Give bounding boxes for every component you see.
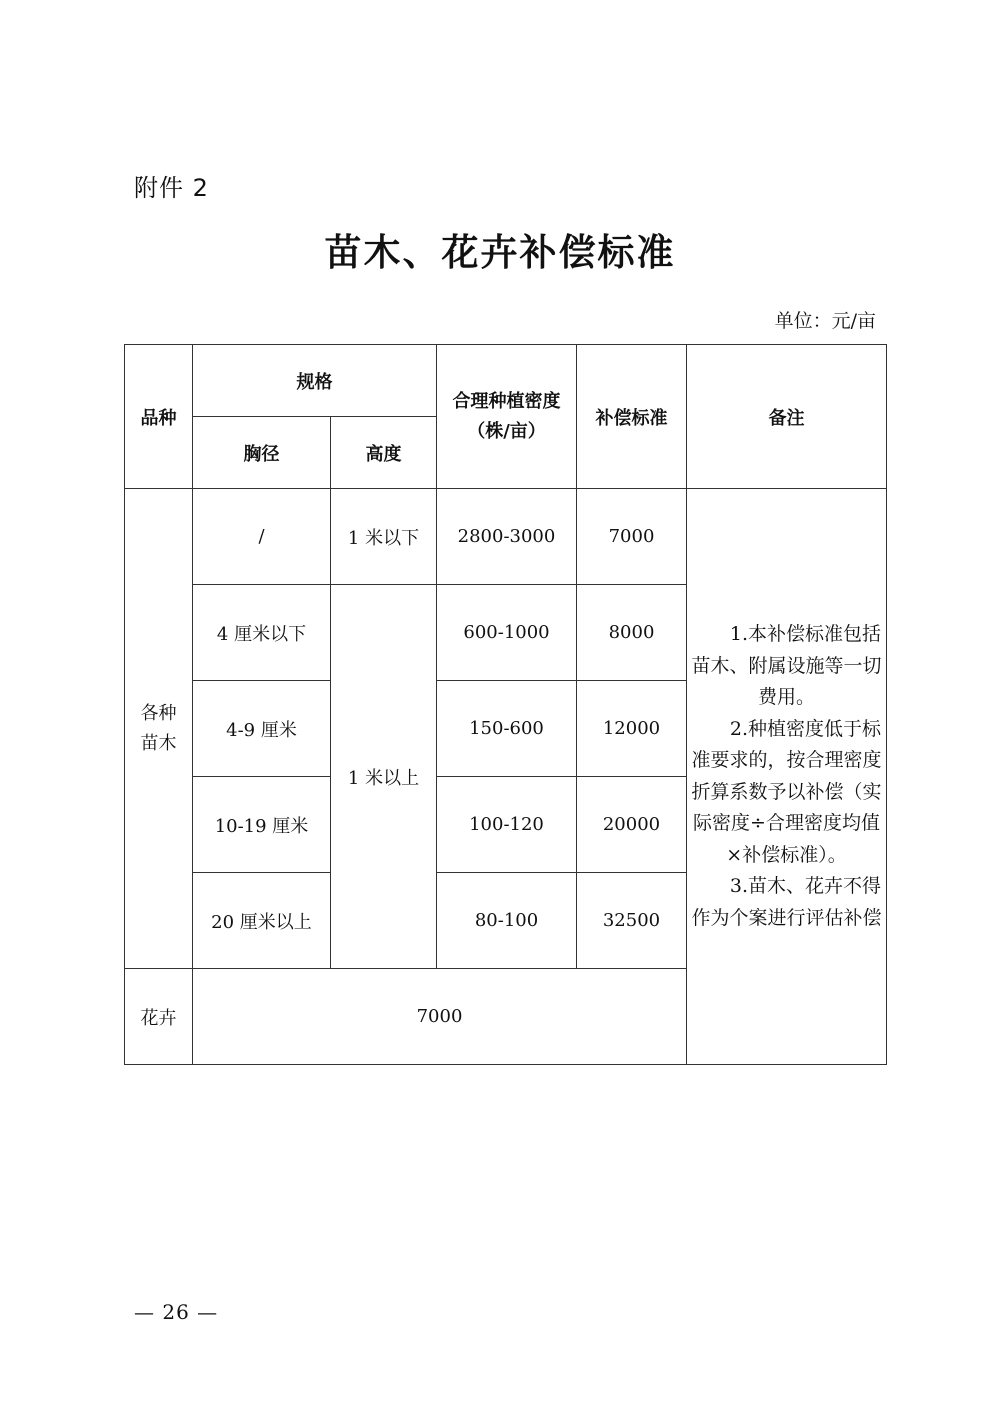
standard-cell: 20000 [577, 777, 687, 873]
header-row-1 [125, 345, 887, 417]
header-standard: 补偿标准 [577, 345, 687, 489]
page-number: — 26 — [134, 1300, 219, 1324]
density-cell: 150-600 [437, 681, 577, 777]
density-cell: 2800-3000 [437, 489, 577, 585]
note-2: 2.种植密度低于标准要求的，按合理密度折算系数予以补偿（实际密度÷合理密度均值×补偿标准）。 [691, 717, 882, 866]
standard-cell: 12000 [577, 681, 687, 777]
unit-note: 单位：元/亩 [774, 310, 876, 332]
variety-seedlings [125, 489, 193, 969]
header-density [437, 345, 577, 489]
diameter-cell: 4 厘米以下 [193, 585, 331, 681]
diameter-cell: / [193, 489, 331, 585]
standard-cell: 32500 [577, 873, 687, 969]
flowers-standard-cell: 7000 [193, 969, 687, 1065]
header-remarks: 备注 [687, 345, 887, 489]
header-spec: 规格 [193, 345, 437, 417]
note-1: 1.本补偿标准包括苗木、附属设施等一切费用。 [691, 623, 882, 708]
variety-seedlings-line1: 各种 [140, 702, 177, 724]
density-cell: 100-120 [437, 777, 577, 873]
diameter-cell: 10-19 厘米 [193, 777, 331, 873]
density-cell: 600-1000 [437, 585, 577, 681]
height-above-cell: 1 米以上 [331, 585, 437, 969]
header-variety: 品种 [125, 345, 193, 489]
remarks-notes [687, 489, 887, 1065]
standard-cell: 7000 [577, 489, 687, 585]
table-row [125, 489, 887, 585]
note-3: 3.苗木、花卉不得作为个案进行评估补偿 [691, 875, 882, 929]
variety-flowers: 花卉 [125, 969, 193, 1065]
height-cell: 1 米以下 [331, 489, 437, 585]
header-height: 高度 [331, 417, 437, 489]
header-density-line2: （株/亩） [467, 420, 546, 442]
header-diameter: 胸径 [193, 417, 331, 489]
standard-cell: 8000 [577, 585, 687, 681]
density-cell: 80-100 [437, 873, 577, 969]
header-density-line1: 合理种植密度 [452, 390, 561, 412]
variety-seedlings-line2: 苗木 [140, 732, 177, 754]
attachment-label: 附件 2 [134, 174, 209, 202]
diameter-cell: 4-9 厘米 [193, 681, 331, 777]
diameter-cell: 20 厘米以上 [193, 873, 331, 969]
compensation-table [124, 344, 887, 1065]
document-title: 苗木、花卉补偿标准 [324, 230, 676, 274]
